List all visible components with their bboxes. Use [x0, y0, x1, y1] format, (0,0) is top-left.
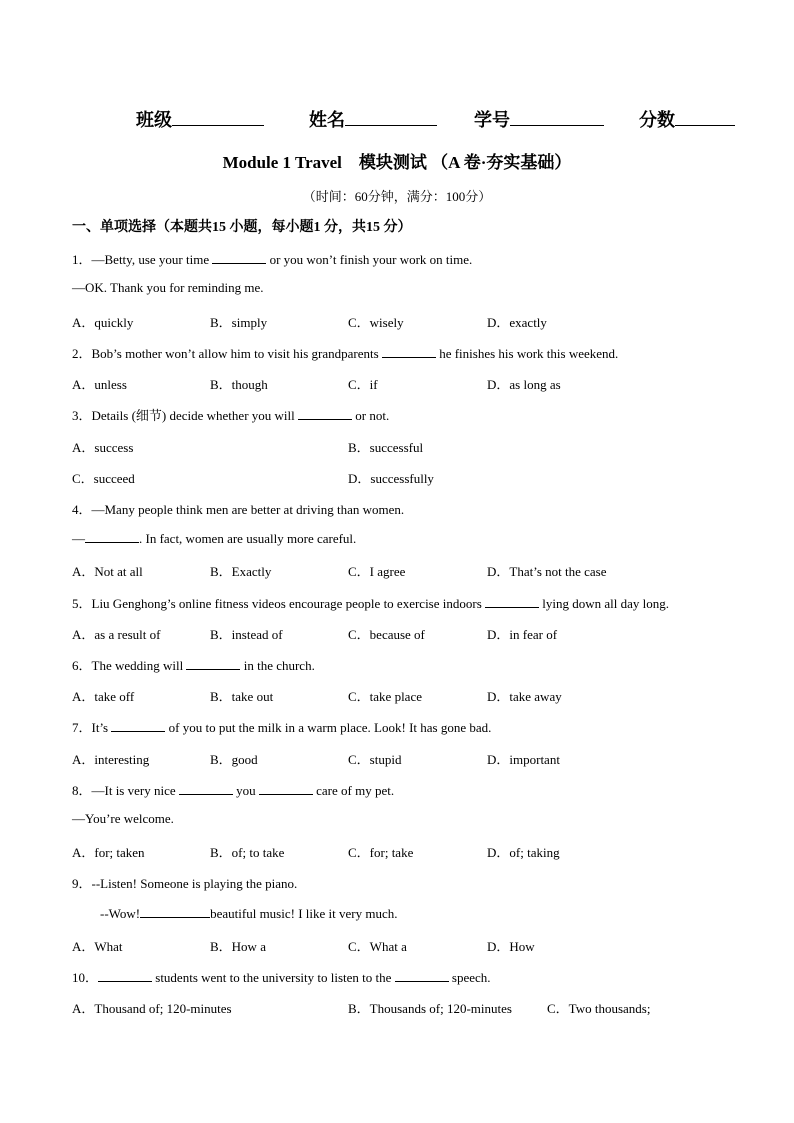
answer-blank[interactable] [485, 595, 539, 608]
option-c[interactable]: C．stupid [348, 752, 402, 767]
question-1-reply: —OK. Thank you for reminding me. [72, 280, 264, 295]
exam-info: （时间：60分钟，满分：100分） [302, 189, 492, 204]
option-b[interactable]: B．take out [210, 689, 274, 704]
student-id-label: 学号 [474, 110, 510, 130]
option-a[interactable]: A．for; taken [72, 845, 145, 860]
option-a[interactable]: A．Thousand of; 120-minutes [72, 1001, 232, 1016]
student-id-field[interactable] [510, 109, 604, 126]
option-c[interactable]: C．take place [348, 689, 422, 704]
option-a[interactable]: A．unless [72, 377, 127, 392]
option-a[interactable]: A．success [72, 440, 134, 455]
score-label: 分数 [639, 110, 675, 130]
page-title: Module 1 Travel 模块测试 （A 卷·夯实基础） [222, 153, 572, 172]
option-d[interactable]: D．successfully [348, 471, 434, 486]
answer-blank[interactable] [186, 657, 240, 670]
option-b[interactable]: B．How a [210, 939, 266, 954]
option-a[interactable]: A．interesting [72, 752, 150, 767]
name-field[interactable] [345, 109, 437, 126]
question-4: 4．—Many people think men are better at driving than women. [72, 502, 405, 517]
answer-blank[interactable] [111, 719, 165, 732]
option-b[interactable]: B．instead of [210, 627, 283, 642]
option-b[interactable]: B．Thousands of; 120-minutes [348, 1001, 512, 1016]
option-a[interactable]: A．take off [72, 689, 135, 704]
question-9: 9．--Listen! Someone is playing the piano. [72, 876, 298, 891]
section-heading: 一、单项选择（本题共15 小题，每小题1 分，共15 分） [72, 220, 412, 235]
option-c[interactable]: C．for; take [348, 845, 414, 860]
class-label: 班级 [136, 110, 172, 130]
answer-blank[interactable] [85, 530, 139, 543]
option-d[interactable]: D．How [487, 939, 535, 954]
question-4-reply: — . In fact, women are usually more careful. [72, 531, 357, 546]
question-8: 8．—It is very nice you care of my pet. [72, 783, 395, 798]
question-9-reply: --Wow! beautiful music! I like it very much. [100, 906, 398, 921]
option-c[interactable]: C．Two thousands; [547, 1001, 651, 1016]
option-b[interactable]: B．Exactly [210, 564, 272, 579]
class-field[interactable] [172, 109, 264, 126]
answer-blank[interactable] [98, 969, 152, 982]
option-c[interactable]: C．What a [348, 939, 407, 954]
option-c[interactable]: C．succeed [72, 471, 135, 486]
student-info-header [136, 106, 735, 132]
option-a[interactable]: A．Not at all [72, 564, 143, 579]
option-d[interactable]: D．important [487, 752, 560, 767]
option-d[interactable]: D．in fear of [487, 627, 558, 642]
question-10: 10． students went to the university to listen to the speech. [72, 970, 491, 985]
answer-blank[interactable] [212, 251, 266, 264]
answer-blank[interactable] [382, 345, 436, 358]
option-d[interactable]: D．as long as [487, 377, 561, 392]
answer-blank[interactable] [395, 969, 449, 982]
question-8-reply: —You’re welcome. [72, 811, 174, 826]
answer-blank[interactable] [140, 905, 210, 918]
option-b[interactable]: B．successful [348, 440, 424, 455]
answer-blank[interactable] [298, 407, 352, 420]
option-d[interactable]: D．of; taking [487, 845, 560, 860]
option-a[interactable]: A．What [72, 939, 123, 954]
option-d[interactable]: D．take away [487, 689, 562, 704]
option-d[interactable]: D．exactly [487, 315, 547, 330]
option-c[interactable]: C．I agree [348, 564, 406, 579]
option-b[interactable]: B．of; to take [210, 845, 285, 860]
option-a[interactable]: A．as a result of [72, 627, 161, 642]
question-1: 1．—Betty, use your time or you won’t finish your work on time. [72, 252, 473, 267]
answer-blank[interactable] [259, 782, 313, 795]
option-d[interactable]: D．That’s not the case [487, 564, 607, 579]
option-b[interactable]: B．simply [210, 315, 268, 330]
option-c[interactable]: C．if [348, 377, 378, 392]
option-c[interactable]: C．because of [348, 627, 425, 642]
question-5: 5．Liu Genghong’s online fitness videos encourage people to exercise indoors lying down all day long. [72, 596, 670, 611]
question-3: 3．Details (细节) decide whether you will or not. [72, 408, 390, 423]
score-field[interactable] [675, 109, 735, 126]
answer-blank[interactable] [179, 782, 233, 795]
option-b[interactable]: B．though [210, 377, 268, 392]
name-label: 姓名 [309, 110, 345, 130]
option-b[interactable]: B．good [210, 752, 258, 767]
option-c[interactable]: C．wisely [348, 315, 404, 330]
question-7: 7．It’s of you to put the milk in a warm place. Look! It has gone bad. [72, 720, 492, 735]
option-a[interactable]: A．quickly [72, 315, 134, 330]
question-2: 2．Bob’s mother won’t allow him to visit his grandparents he finishes his work this weekend. [72, 346, 619, 361]
question-6: 6．The wedding will in the church. [72, 658, 315, 673]
